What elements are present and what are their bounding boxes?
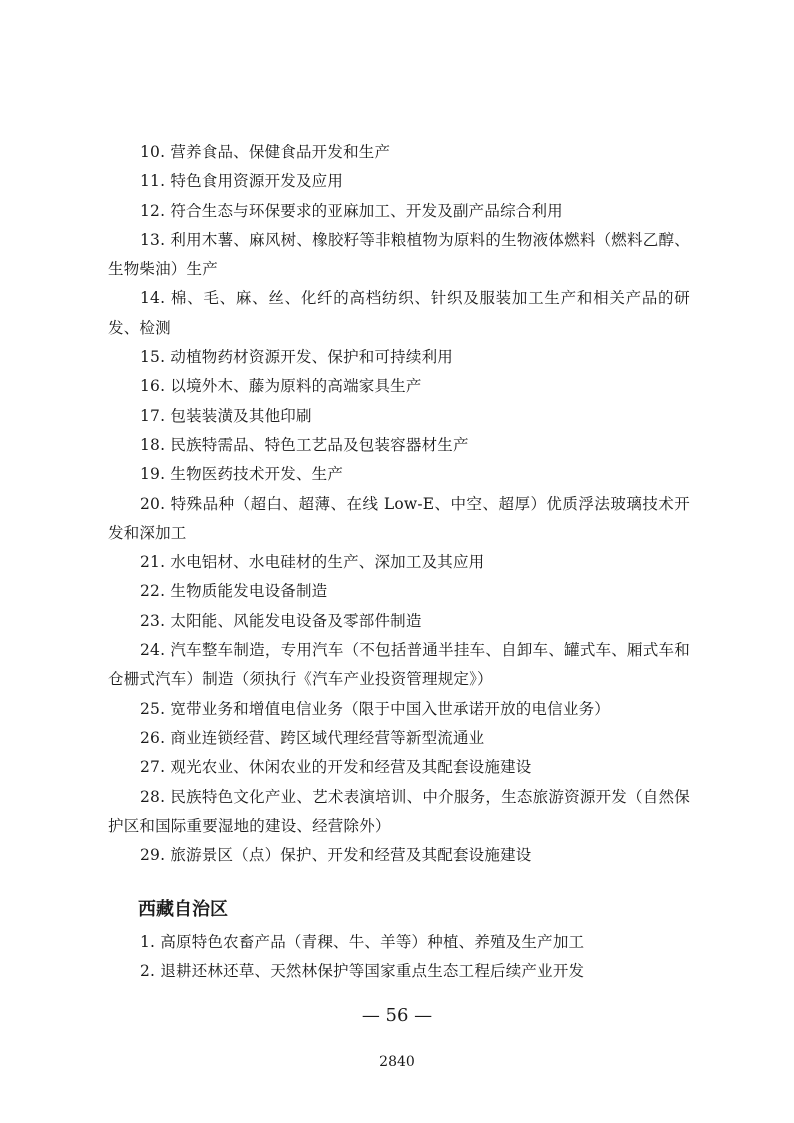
list-item: 24. 汽车整车制造，专用汽车（不包括普通半挂车、自卸车、罐式车、厢式车和仓栅式汽车）制造（须执行《汽车产业投资管理规定》） [108,641,690,689]
list-item: 23. 太阳能、风能发电设备及零部件制造 [140,611,422,630]
list-item: 17. 包装装潢及其他印刷 [140,406,312,425]
list-item: 15. 动植物药材资源开发、保护和可持续利用 [140,348,453,367]
list-item: 26. 商业连锁经营、跨区域代理经营等新型流通业 [140,728,485,747]
list-item: 1. 高原特色农畜产品（青稞、牛、羊等）种植、养殖及生产加工 [140,933,585,951]
list-item: 27. 观光农业、休闲农业的开发和经营及其配套设施建设 [140,758,532,777]
list-item: 21. 水电铝材、水电硅材的生产、深加工及其应用 [140,553,485,572]
list-item: 20. 特殊品种（超白、超薄、在线 Low-E、中空、超厚）优质浮法玻璃技术开发和深加工 [108,494,690,542]
list-item: 16. 以境外木、藤为原料的高端家具生产 [140,377,422,396]
page-number: — 56 — [361,1005,433,1026]
list-item: 25. 宽带业务和增值电信业务（限于中国入世承诺开放的电信业务） [140,699,610,718]
list-item: 29. 旅游景区（点）保护、开发和经营及其配套设施建设 [140,846,532,865]
list-item: 19. 生物医药技术开发、生产 [140,465,344,484]
list-item: 11. 特色食用资源开发及应用 [140,172,344,191]
industry-list [108,138,690,870]
section-list [108,928,690,987]
list-item: 2. 退耕还林还草、天然林保护等国家重点生态工程后续产业开发 [140,962,585,981]
list-item: 18. 民族特需品、特色工艺品及包装容器材生产 [140,435,469,454]
document-code: 2840 [379,1054,415,1070]
list-item: 14. 棉、毛、麻、丝、化纤的高档纺织、针织及服装加工生产和相关产品的研发、检测 [108,289,690,337]
list-item: 28. 民族特色文化产业、艺术表演培训、中介服务，生态旅游资源开发（自然保护区和国际重要湿地的建设、经营除外） [108,787,690,835]
list-item: 12. 符合生态与环保要求的亚麻加工、开发及副产品综合利用 [140,201,563,220]
list-item: 10. 营养食品、保健食品开发和生产 [140,143,391,161]
list-item: 13. 利用木薯、麻风树、橡胶籽等非粮植物为原料的生物液体燃料（燃料乙醇、生物柴油）生产 [108,230,690,279]
section-heading: 西藏自治区 [138,899,228,920]
list-item: 22. 生物质能发电设备制造 [140,582,328,601]
document-body [108,138,690,870]
